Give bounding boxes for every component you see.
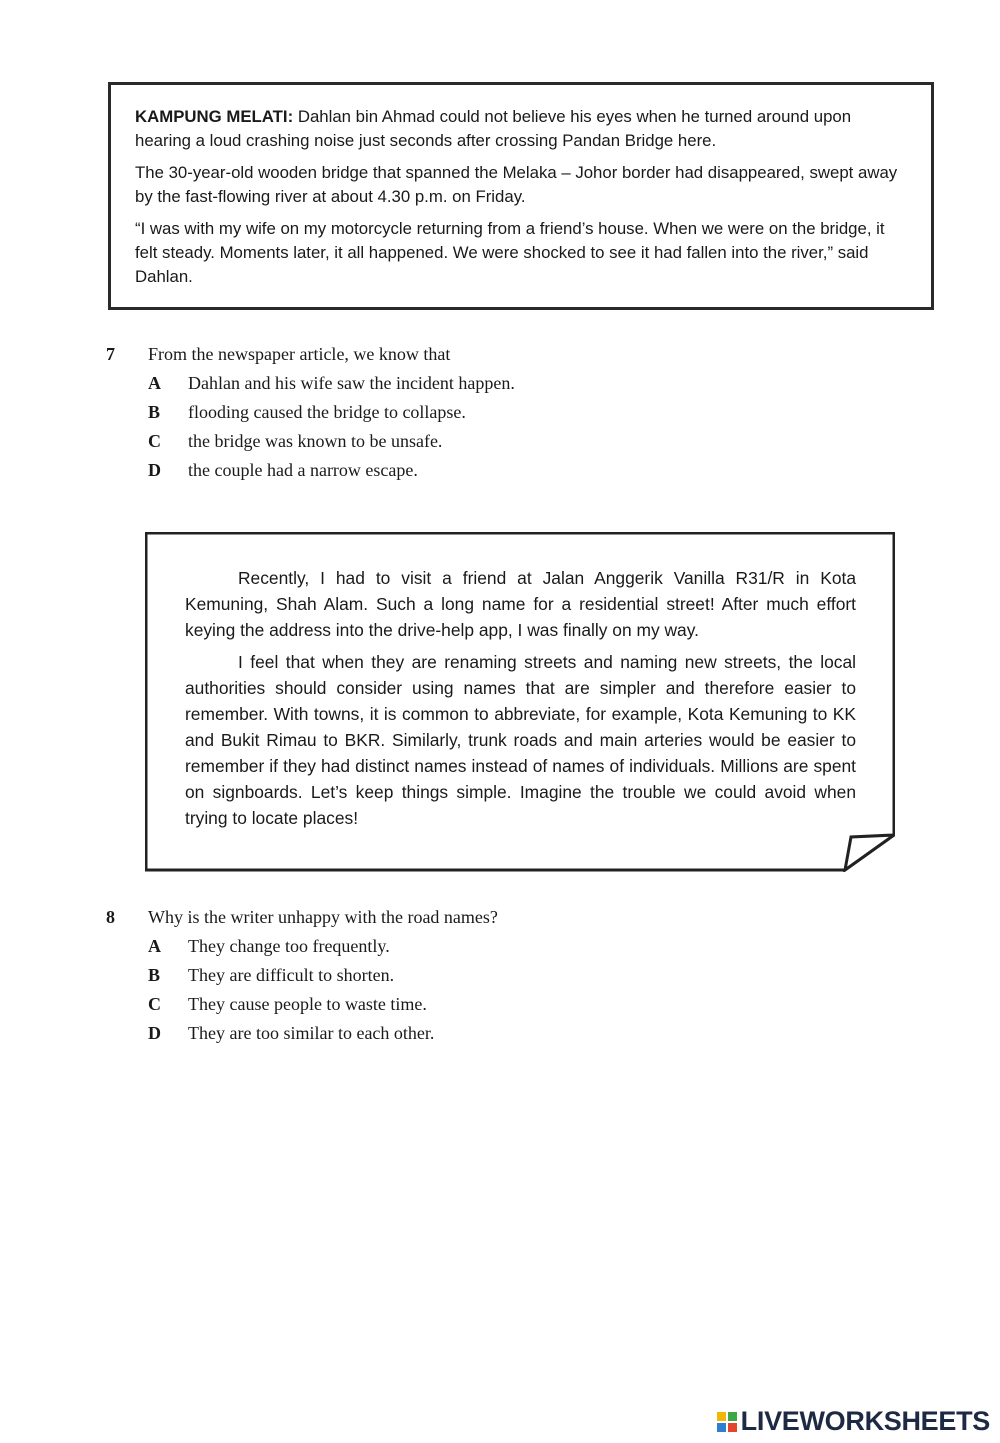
letter-paragraph-2: I feel that when they are renaming streets and naming new streets, the local authorities should consider using names that are simpler and therefore easier to remember. With towns, it is common to abbreviate, for example, Kota Kemuning to KK and Bukit Rimau to BKR. Similarly, trunk roads and main arteries would be easier to remember if they had distinct names instead of names of individuals. Millions are spent on signboards. Let’s keep things simple. Imagine the trouble we could avoid when trying to locate places!: [185, 652, 856, 828]
option-text: flooding caused the bridge to collapse.: [188, 402, 466, 422]
question-stem: Why is the writer unhappy with the road names?: [148, 907, 498, 927]
option-letter: B: [148, 402, 161, 422]
question-number: 7: [106, 344, 115, 364]
option-d: [106, 1019, 498, 1048]
option-letter: A: [148, 373, 161, 393]
option-text: the couple had a narrow escape.: [188, 460, 418, 480]
question-8: [106, 903, 498, 1048]
option-c: [106, 427, 515, 456]
option-b: [106, 961, 498, 990]
logo-block: [728, 1412, 737, 1421]
option-a: [106, 369, 515, 398]
question-stem: From the newspaper article, we know that: [148, 344, 451, 364]
article-paragraph-3: “I was with my wife on my motorcycle returning from a friend’s house. When we were on the bridge, it felt steady. Moments later, it all happened. We were shocked to see it had fallen into the river,” said Dahlan.: [135, 219, 885, 286]
option-letter: A: [148, 936, 161, 956]
article-dateline: KAMPUNG MELATI:: [135, 107, 294, 126]
letter-text: [185, 565, 856, 837]
option-b: [106, 398, 515, 427]
folded-corner-icon: [845, 835, 894, 870]
option-a: [106, 932, 498, 961]
option-letter: D: [148, 1023, 161, 1043]
logo-block: [717, 1423, 726, 1432]
option-text: the bridge was known to be unsafe.: [188, 431, 443, 451]
option-d: [106, 456, 515, 485]
logo-block: [717, 1412, 726, 1421]
option-text: They are too similar to each other.: [188, 1023, 435, 1043]
option-c: [106, 990, 498, 1019]
option-letter: C: [148, 431, 161, 451]
option-letter: D: [148, 460, 161, 480]
article-p1-text: Dahlan bin Ahmad could not believe his eyes when he turned around upon hearing a loud crashing noise just seconds after crossing Pandan Bridge here.: [135, 107, 852, 150]
option-text: They change too frequently.: [188, 936, 390, 956]
news-article-box: [108, 82, 934, 310]
question-8-stem-line: [106, 903, 498, 932]
question-number: 8: [106, 907, 115, 927]
option-letter: C: [148, 994, 161, 1014]
letter-paragraph-1: Recently, I had to visit a friend at Jalan Anggerik Vanilla R31/R in Kota Kemuning, Shah Alam. Such a long name for a residential street! After much effort keying the address into the drive-help app, I was finally on my way.: [185, 568, 856, 640]
logo-text: LIVEWORKSHEETS: [740, 1406, 990, 1436]
article-paragraph-1: [135, 105, 911, 153]
option-text: They are difficult to shorten.: [188, 965, 395, 985]
letter-box: [145, 532, 895, 872]
article-paragraph-2: The 30-year-old wooden bridge that spanned the Melaka – Johor border had disappeared, swept away by the fast-flowing river at about 4.30 p.m. on Friday.: [135, 163, 898, 206]
liveworksheets-logo: [717, 1406, 990, 1437]
option-text: Dahlan and his wife saw the incident happen.: [188, 373, 515, 393]
question-7: [106, 340, 515, 485]
question-7-stem-line: [106, 340, 515, 369]
logo-blocks-icon: [717, 1412, 737, 1432]
option-text: They cause people to waste time.: [188, 994, 427, 1014]
option-letter: B: [148, 965, 161, 985]
logo-block: [728, 1423, 737, 1432]
